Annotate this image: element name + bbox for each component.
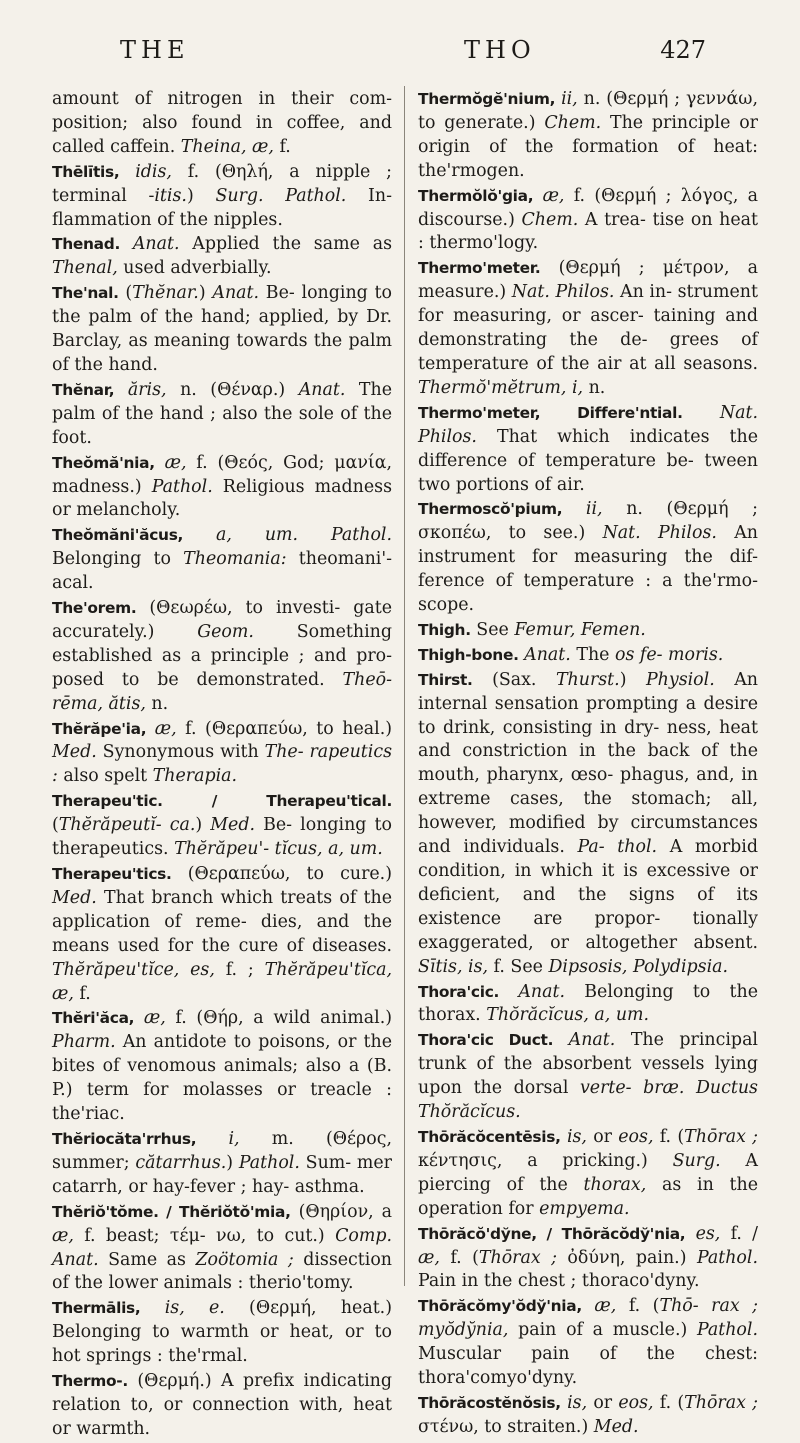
entry-text: os fe- moris. — [614, 644, 724, 665]
entry-text: ii, — [585, 499, 603, 520]
dictionary-entry — [418, 669, 758, 980]
entry-text: or — [586, 1126, 619, 1147]
entry-text: Surg. Pathol. — [215, 185, 347, 206]
entry-headword: Thirst. — [418, 670, 473, 689]
left-column — [52, 88, 392, 1443]
entry-text: Sītis, is, — [418, 956, 489, 977]
entry-text: That which indicates the difference of temperature be- tween two portions of air. — [418, 426, 758, 495]
entry-text: ) — [198, 283, 213, 304]
entry-headword: Thĕriocăta'rrhus, — [52, 1129, 197, 1148]
entry-text: Thŏrăcĭcus, a, um. — [486, 1005, 650, 1026]
entry-text: Belonging to the thorax. — [418, 981, 758, 1026]
entry-text: f. — [73, 983, 91, 1004]
entry-text — [196, 1129, 228, 1149]
entry-text: Anat. — [298, 379, 346, 400]
entry-headword: Thenad. — [52, 235, 120, 254]
entry-text: Thō- rax ; myŏdy̆nia, — [418, 1296, 759, 1341]
entry-text: f. beast; τέμ- νω, to cut.) — [73, 1225, 336, 1246]
entry-text: Thĕrăpeu'- tĭcus, a, um. — [174, 839, 383, 860]
dictionary-entry — [52, 282, 392, 378]
entry-text: Thenal, — [52, 258, 118, 279]
entry-text: A piercing of the — [418, 1150, 758, 1195]
entry-text: στένω, to straiten.) — [418, 1416, 594, 1437]
entry-text: amount of nitrogen in their com- position; also found in coffee, and called caffein. — [52, 89, 392, 157]
entry-headword: Thigh-bone. — [418, 645, 519, 664]
entry-text: That branch which treats of the application of reme- dies, and the means used for the cure of diseases. — [52, 887, 392, 956]
entry-text: An in- strument for measuring, or ascer- taining and demonstrating the de- grees of temperature of the air at all seasons. — [418, 282, 758, 374]
dictionary-entry — [52, 1201, 392, 1297]
entry-text: An internal sensation prompting a desire to drink, consisting in dry- ness, heat and constriction in the back of the mouth, pharynx, œso- phagus, and, in extreme cases, the stomach; all, however, modified by circumstances and individuals. — [418, 669, 758, 858]
entry-text: i, — [228, 1128, 240, 1149]
entry-text: (Sax. — [472, 669, 556, 690]
entry-text: Pathol. — [696, 1247, 758, 1268]
entry-text: n. — [583, 377, 606, 398]
entry-text: ) — [186, 185, 216, 206]
entry-text: Thōrax ; — [684, 1126, 759, 1147]
entry-text: f. — [273, 136, 291, 157]
entry-text: Same as — [98, 1249, 196, 1270]
entry-text: also spelt — [57, 766, 153, 787]
entry-text: Anat. — [568, 1030, 616, 1051]
entry-text: Zoötomia ; — [195, 1249, 294, 1270]
entry-headword: The'orem. — [52, 599, 137, 618]
entry-text: ὀδύνη, pain.) — [556, 1247, 697, 1268]
dictionary-entry — [418, 619, 758, 643]
entry-headword: Thōrăcŏmy'ŏdy̆'nia, — [418, 1297, 582, 1316]
entry-text: Med. — [52, 887, 97, 908]
dictionary-entry — [52, 1370, 392, 1442]
entry-text: Nat. Philos. — [511, 282, 615, 303]
dictionary-entry — [418, 1223, 758, 1295]
entry-text: æ, — [542, 185, 565, 206]
entry-text: (Θερμή.) A prefix indicating relation to, or connection with, heat or warmth. — [52, 1371, 392, 1439]
dictionary-entry — [418, 1029, 758, 1125]
entry-text — [120, 234, 133, 254]
dictionary-entry — [418, 402, 758, 498]
entry-text: æ, — [52, 1225, 74, 1246]
entry-text: f. ( — [653, 1126, 685, 1147]
entry-text: is, — [567, 1392, 588, 1413]
entry-headword: Thēlītis, — [52, 162, 120, 181]
dictionary-entry — [52, 379, 392, 451]
column-divider — [404, 86, 405, 1286]
entry-headword: Thermŏgĕ'nium, — [418, 90, 556, 108]
page-number: 427 — [660, 36, 706, 64]
entry-text: Pharm. — [52, 1032, 116, 1053]
entry-text: Be- longing to the palm of the hand; applied, by Dr. Barclay, as meaning towards the palm of the hand. — [52, 283, 392, 375]
entry-text: Med. — [52, 742, 97, 763]
entry-text: Anat. — [524, 644, 571, 665]
entry-text: f. (Θεός, God; μανία, madness.) — [52, 452, 392, 497]
entry-text: Chem. — [544, 112, 602, 133]
dictionary-entry — [52, 452, 392, 524]
entry-text: Thōrax ; — [684, 1392, 759, 1413]
entry-text: Nat. Philos. — [602, 523, 717, 544]
entry-text: Chem. — [521, 209, 579, 230]
entry-text: Pain in the chest ; thoraco'dyny. — [418, 1271, 700, 1292]
entry-text: Femur, Femen. — [514, 619, 646, 640]
entry-text: as in the operation for — [418, 1174, 758, 1219]
entry-text: idis, — [135, 161, 172, 182]
entry-text: (Θερμή ; μέτρον, a measure.) — [418, 258, 758, 303]
entry-text: ( — [290, 1201, 306, 1222]
entry-text: f. See — [488, 956, 549, 977]
entry-text: n. (Θέναρ.) — [166, 379, 299, 400]
entry-text: (Θεωρέω, to investi- gate accurately.) — [52, 598, 392, 642]
entry-text — [134, 1008, 144, 1028]
entry-text: Thōrax ; — [478, 1247, 557, 1268]
entry-headword: Theŏmăni'ăcus, — [52, 526, 184, 545]
dictionary-entry — [418, 1126, 758, 1222]
entry-text: ii, — [561, 89, 578, 109]
dictionary-entry — [52, 524, 392, 596]
entry-headword: Thermo-. — [52, 1372, 128, 1391]
entry-text: pain of a muscle.) — [508, 1320, 697, 1341]
entry-text: Dipsosis, Polydipsia. — [548, 956, 729, 977]
entry-text: Be- longing to therapeutics. — [52, 815, 392, 860]
entry-text: æ, — [594, 1296, 617, 1317]
entry-text: The principle or origin of the formation of heat: the'rmogen. — [418, 112, 758, 181]
entry-text: used adverbially. — [117, 258, 272, 279]
entry-text: ăris, — [127, 379, 167, 400]
entry-text: An antidote to poisons, or the bites of venomous animals; also a (B. P.) term for molasses or treacle : the'riac. — [52, 1032, 392, 1125]
entry-text: Med. — [593, 1416, 639, 1437]
entry-text — [685, 1224, 695, 1244]
dictionary-entry — [52, 161, 392, 233]
entry-text: A trea- tise on heat : thermo'logy. — [418, 209, 758, 254]
entry-text: f. (Θερμή ; λόγος, a discourse.) — [418, 185, 758, 230]
header-right-word: THO — [464, 36, 536, 64]
entry-headword: Thermŏlŏ'gia, — [418, 186, 534, 205]
entry-text: f. (Θεραπεύω, to heal.) — [176, 718, 393, 739]
entry-text: See — [470, 619, 515, 640]
dictionary-entry — [52, 88, 392, 160]
entry-text: eos, — [618, 1126, 654, 1147]
entry-headword: Thĕri'ăca, — [52, 1009, 135, 1028]
entry-text: n. (Θερμή ; γεννάω, to generate.) — [418, 89, 758, 133]
entry-text — [119, 162, 135, 182]
entry-text: dissection of the lower animals : therio'tomy. — [52, 1249, 392, 1294]
dictionary-entry — [52, 1128, 392, 1200]
entry-text: æ, — [143, 1008, 166, 1029]
entry-text: f. ( — [653, 1392, 685, 1413]
entry-text: Muscular pain of the chest: thora'comyo'dyny. — [418, 1344, 758, 1389]
entry-text: The- rapeutics : — [52, 742, 392, 787]
entry-text: thorax, — [583, 1174, 647, 1195]
entry-text: Therapia. — [152, 766, 238, 787]
entry-text: The — [570, 644, 615, 665]
dictionary-entry — [418, 1295, 758, 1391]
entry-headword: Thĕnar, — [52, 380, 115, 399]
entry-text: Geom. — [197, 621, 254, 642]
entry-text: Synonymous with — [96, 742, 265, 763]
dictionary-entry — [418, 185, 758, 257]
entry-text — [553, 1030, 569, 1050]
entry-text: n. (Θερμή ; σκοπέω, to see.) — [418, 499, 759, 544]
entry-text — [155, 453, 165, 473]
entry-text: or — [587, 1392, 619, 1413]
entry-headword: Thōrăcostĕnŏsis, — [418, 1393, 561, 1412]
entry-text: Something established as a principle ; and pro- posed to be demonstrated. — [52, 621, 392, 690]
entry-text: Thĕrăpeu'tĭce, es, — [52, 959, 215, 980]
entry-text: Religious madness or melancholy. — [52, 476, 392, 521]
entry-text: cătarrhus. — [135, 1152, 227, 1173]
entry-text: es, — [695, 1223, 721, 1244]
dictionary-entry — [52, 1297, 392, 1369]
entry-headword: Thōrăcŏcentēsis, — [418, 1127, 561, 1146]
entry-text: Theō- rēma, ătis, — [52, 669, 392, 714]
entry-text: m. (Θέρος, summer; — [52, 1128, 392, 1173]
entry-headword: Thĕrăpe'ia, — [52, 719, 147, 738]
right-column — [418, 88, 758, 1441]
entry-text: itis. — [154, 185, 187, 206]
entry-text: æ, — [154, 718, 177, 739]
entry-text: Applied the same as — [179, 234, 392, 255]
entry-headword: Thermālis, — [52, 1299, 141, 1318]
entry-text: Pathol. — [238, 1152, 300, 1173]
entry-text: Pathol. — [696, 1320, 758, 1341]
entry-text: ( — [52, 815, 59, 836]
entry-text: theomani'- acal. — [52, 549, 392, 594]
entry-headword: Thĕriŏ'tŏme. / Thĕriŏtŏ'mia, — [52, 1202, 291, 1221]
entry-text: Thurst. — [555, 669, 620, 690]
dictionary-entry — [52, 597, 392, 717]
entry-headword: Thora'cic Duct. — [418, 1031, 554, 1050]
entry-headword: Thermoscŏ'pium, — [418, 500, 563, 519]
entry-text: Comp. Anat. — [52, 1225, 392, 1270]
entry-headword: Therapeu'tics. — [52, 865, 172, 883]
entry-text: An instrument for measuring the dif- ference of temperature : a the'rmo- scope. — [418, 523, 758, 616]
entry-text: f. ( — [616, 1296, 660, 1317]
entry-text — [183, 525, 216, 545]
entry-text — [582, 1296, 595, 1316]
dictionary-entry — [52, 1007, 392, 1127]
dictionary-entry — [418, 1392, 758, 1440]
entry-text — [114, 380, 128, 400]
entry-text: f. / — [720, 1223, 758, 1244]
entry-text: f. ; — [214, 959, 265, 980]
entry-headword: Thora'cic. — [418, 982, 500, 1001]
dictionary-entry — [52, 790, 392, 862]
entry-text: The palm of the hand ; also the sole of the foot. — [52, 379, 393, 448]
entry-text: Med. — [210, 815, 256, 836]
entry-headword: Therapeu'tic. / Therapeu'tical. — [52, 792, 392, 811]
entry-headword: Thigh. — [418, 620, 471, 639]
entry-text: Thĕrăpeutĭ- ca. — [58, 815, 196, 836]
entry-headword: Thermo'meter, Differe'ntial. — [418, 403, 683, 422]
entry-text: (Θεραπεύω, to cure.) — [171, 864, 392, 884]
entry-text: æ, — [164, 452, 187, 473]
dictionary-entry — [52, 863, 392, 1006]
entry-text: æ, — [418, 1247, 440, 1268]
running-header — [120, 36, 706, 72]
entry-text: A morbid condition, in which it is excessive or deficient, and the signs of its existence are propor- tionally exaggerated, or altogether absent. — [418, 837, 758, 953]
entry-headword: Thermo'meter. — [418, 259, 541, 278]
entry-text: Anat. — [212, 283, 260, 304]
dictionary-entry — [418, 498, 758, 618]
entry-text: Pa- thol. — [577, 837, 658, 858]
entry-text: a, um. Pathol. — [216, 525, 392, 546]
entry-text: f. ( — [439, 1247, 479, 1268]
entry-text: ) — [195, 815, 211, 836]
header-left-word: THE — [120, 36, 190, 64]
entry-text: ) — [226, 1152, 239, 1173]
entry-text: n. — [145, 693, 169, 714]
entry-text: f. (Θηλή, a nipple ; terminal - — [52, 161, 392, 206]
entry-text: Sum- mer catarrh, or hay-fever ; hay- asthma. — [52, 1152, 392, 1197]
entry-text: κέντησις, a pricking.) — [418, 1150, 673, 1171]
entry-text: Surg. — [672, 1150, 721, 1171]
entry-text: Thermŏ'mĕtrum, i, — [418, 377, 584, 398]
entry-text — [562, 499, 586, 519]
entry-text: The principal trunk of the absorbent vessels lying upon the dorsal — [418, 1030, 758, 1099]
entry-text: Anat. — [518, 981, 565, 1002]
dictionary-entry — [418, 644, 758, 668]
entry-text — [683, 403, 720, 423]
entry-text: is, e. — [164, 1298, 225, 1319]
entry-text: ( — [118, 283, 133, 304]
entry-text: f. (Θήρ, a wild animal.) — [165, 1008, 393, 1029]
entry-text: Anat. — [132, 234, 180, 255]
dictionary-entry — [418, 257, 758, 400]
entry-text: Belonging to — [52, 549, 184, 570]
entry-text — [533, 186, 542, 206]
entry-text: verte- bræ. Ductus Thŏrăcĭcus. — [418, 1078, 758, 1123]
entry-text: ) — [619, 669, 646, 690]
dictionary-entry — [418, 88, 758, 184]
dictionary-entry — [52, 718, 392, 790]
entry-text — [140, 1298, 164, 1318]
entry-headword: Thōrăcŏ'dy̆ne, / Thōrăcŏdy̆'nia, — [418, 1224, 686, 1243]
entry-text: Theina, æ, — [180, 136, 274, 157]
entry-text: is, — [566, 1126, 587, 1147]
entry-text: Theomania: — [183, 549, 287, 570]
entry-text: (Θερμή, heat.) Belonging to warmth or heat, or to hot springs : the'rmal. — [52, 1298, 392, 1367]
entry-text: Pathol. — [151, 476, 213, 497]
entry-text: Θηρίον, a — [305, 1201, 392, 1222]
entry-headword: Theŏmă'nia, — [52, 453, 155, 472]
entry-text — [146, 719, 155, 739]
entry-text: eos, — [618, 1392, 654, 1413]
dictionary-entry — [52, 233, 392, 281]
dictionary-entry — [418, 981, 758, 1029]
entry-text — [499, 982, 518, 1002]
entry-text: In- flammation of the nipples. — [52, 185, 392, 230]
entry-text: Thĕrăpeu'tĭca, æ, — [52, 959, 393, 1004]
entry-text: Nat. Philos. — [418, 402, 758, 447]
entry-text: Physiol. — [645, 669, 715, 690]
entry-text: empyema. — [539, 1198, 630, 1219]
entry-text: Thĕnar. — [132, 283, 199, 304]
entry-headword: The'nal. — [52, 284, 119, 303]
